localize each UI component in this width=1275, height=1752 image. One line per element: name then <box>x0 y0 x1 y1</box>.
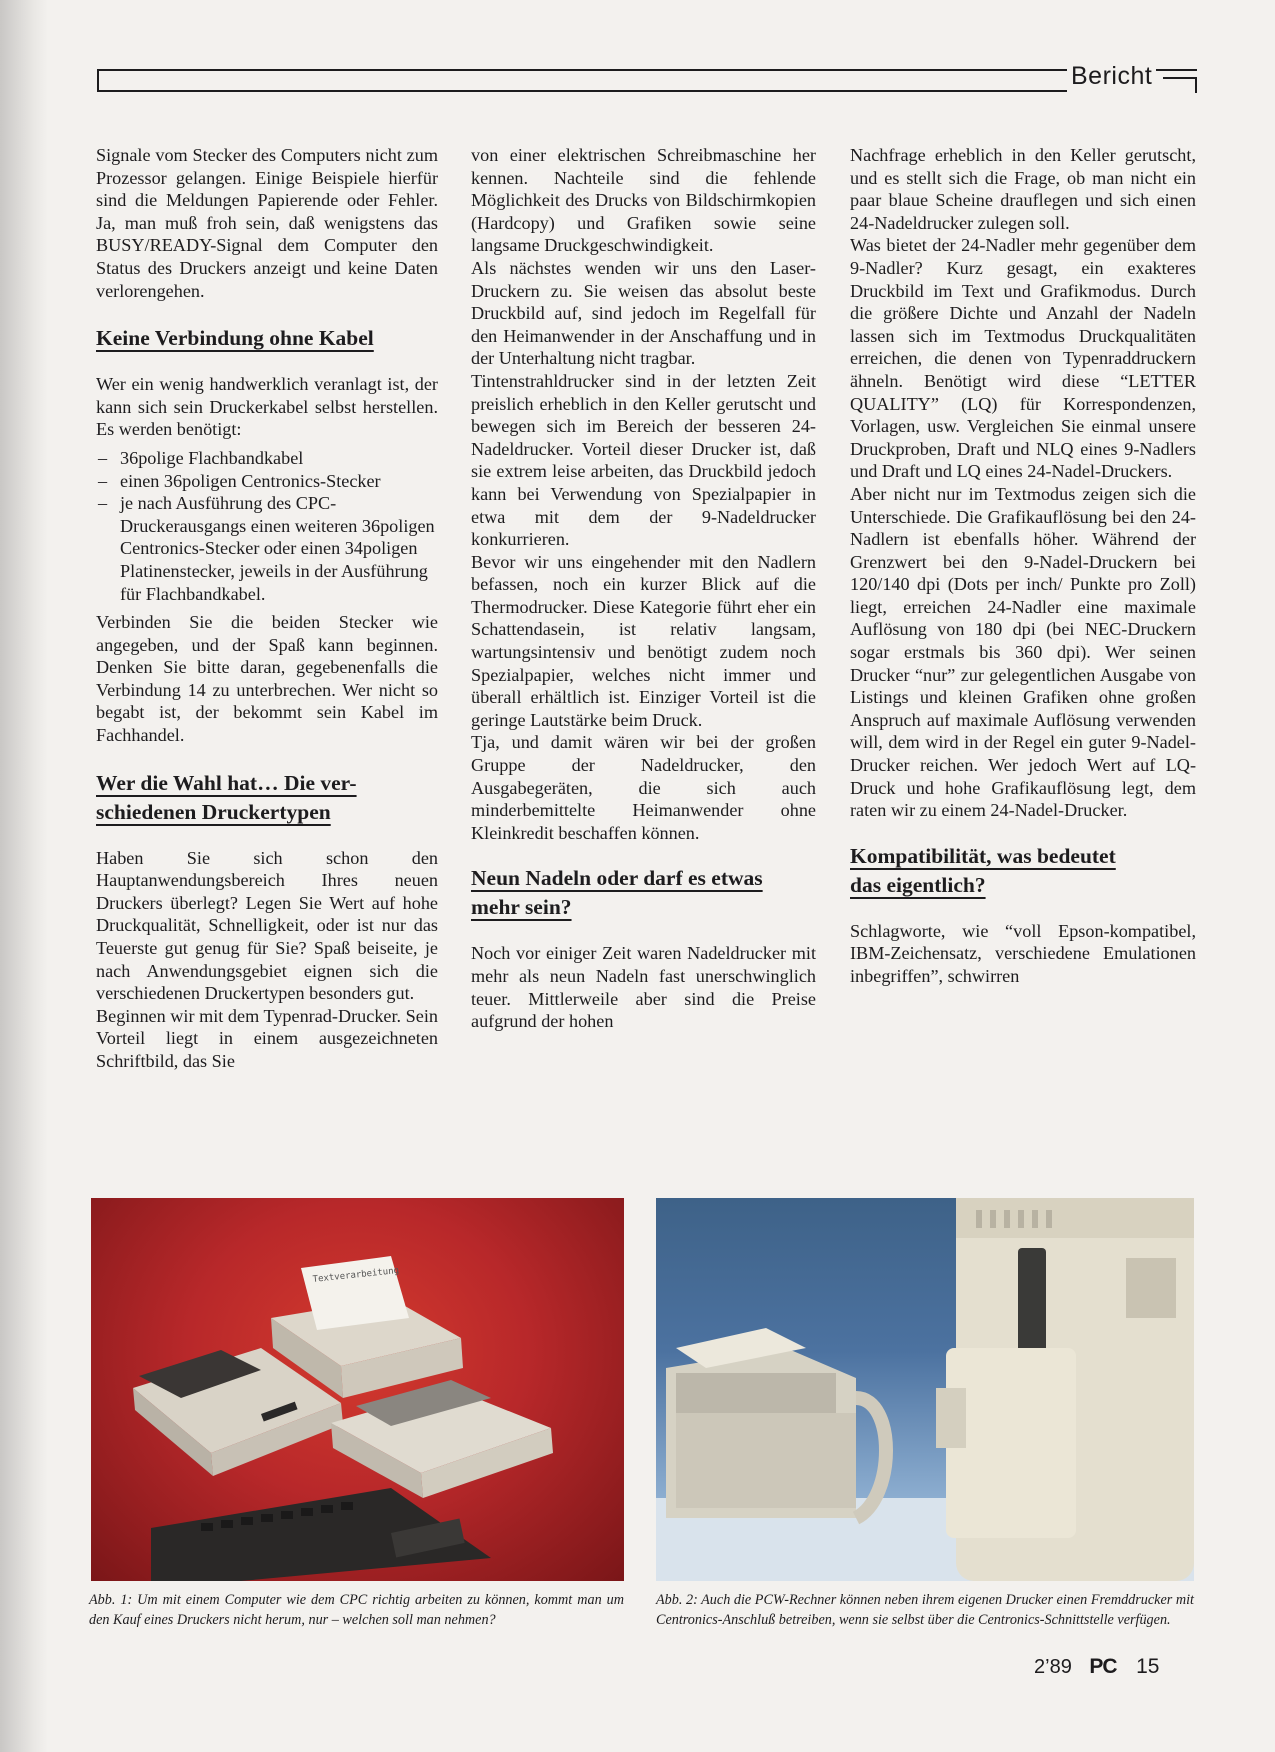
paragraph: Tintenstrahldrucker sind in der letzten Zeit preislich erheblich in den Keller gerutscht und bewegen sich im Bereich der besseren 24-Nadeldrucker. Vorteil dieser Drucker ist, daß sie extrem leise arbeiten, das Druckbild jedoch kann bei Verwendung von Spezialpapier in etwa mit dem der 9-Nadeldrucker konkurrieren. <box>471 370 816 550</box>
page-number: 15 <box>1136 1655 1160 1678</box>
section-label: Bericht <box>1067 62 1156 91</box>
figure-caption-2: Abb. 2: Auch die PCW-Rechner können neben ihrem eigenen Drucker einen Fremddrucker mit Centronics-Anschluß betreiben, wenn sie selbst über die Centronics-Schnittstelle verfügen. <box>656 1592 1194 1628</box>
paragraph: Schlagworte, wie “voll Epson-kompatibel, IBM-Zeichensatz, verschiedene Emulationen inbegriffen”, schwirren <box>850 920 1196 986</box>
page-footer <box>1034 1655 1159 1679</box>
paragraph: Nachfrage erheblich in den Keller gerutscht, und es stellt sich die Frage, ob man nicht ein paar blaue Scheine drauflegen und sich einen 24-Nadeldrucker zulegen soll. <box>850 145 1196 233</box>
paragraph: Aber nicht nur im Textmodus zeigen sich die Unterschiede. Die Grafikauflösung bei den 24-Nadlern ist ebenfalls höher. Während der Grenzwert bei den 9-Nadel-Druckern bei 120/140 dpi (Dots per inch/ Punkte pro Zoll) liegt, erreichen 24-Nadler eine maximale Auflösung von 180 dpi (bei NEC-Druckern sogar erstmals bis 360 dpi). Wer seinen Drucker “nur” zur gelegentlichen Ausgabe von Listings und kleinen Grafiken ohne großen Anspruch auf maximale Auflösung verwenden will, dem wird in der Regel ein guter 9-Nadel-Drucker reichen. Wer jedoch Wert auf LQ-Druck und hohe Grafikauflösung legt, dem raten wir zu einem 24-Nadel-Drucker. <box>850 483 1196 821</box>
paragraph: Wer ein wenig handwerklich veranlagt ist, der kann sich sein Druckerkabel selbst herstellen. Es werden benötigt: <box>96 374 438 440</box>
magazine-logo: PC <box>1089 1655 1117 1678</box>
issue-date: 2’89 <box>1034 1656 1072 1678</box>
section-heading: Wer die Wahl hat… Die ver- schiedenen Druckertypen <box>96 770 357 824</box>
list-item: – 36polige Flachbandkabel <box>96 447 438 470</box>
paper-text: Textverarbeitung <box>312 1265 400 1285</box>
header-rule <box>97 69 1197 93</box>
photo-printers-red-background <box>91 1198 624 1581</box>
paragraph: Was bietet der 24-Nadler mehr gegenüber dem 9-Nadler? Kurz gesagt, ein exakteres Druckbild im Text und Grafikmodus. Durch die größere Dichte und Anzahl der Nadeln lassen sich im Textmodus Druckqualitäten erreichen, die denen von Typenraddruckern ähneln. Benötigt wird diese “LETTER QUALITY” (LQ) für Korrespondenzen, Vorlagen, usw. Vergleichen Sie einmal unsere Druckproben, Draft und NLQ eines 9-Nadlers und Draft und LQ eines 24-Nadel-Druckers. <box>850 235 1196 482</box>
paragraph: Beginnen wir mit dem Typenrad-Drucker. Sein Vorteil liegt in einem ausgezeichneten Schriftbild, das Sie <box>96 1005 438 1071</box>
list-item: – einen 36poligen Centronics-Stecker <box>96 470 438 493</box>
pcw-illustration <box>656 1198 1194 1581</box>
article-column-2 <box>471 144 816 1033</box>
paragraph: Tja, und damit wären wir bei der großen Gruppe der Nadeldrucker, den Ausgabegeräten, die sich auch minderbemittelte Heimanwender ohne Kleinkredit beschaffen können. <box>471 732 816 843</box>
paragraph: Haben Sie sich schon den Hauptanwendungsbereich Ihres neuen Druckers überlegt? Legen Sie Wert auf hohe Druckqualität, Schnelligkeit, oder ist nur das Teuerste gut genug für Sie? Spaß beiseite, je nach Anwendungsgebiet eignen sich die verschiedenen Druckertypen besonders gut. <box>96 847 438 1004</box>
list-item: – je nach Ausführung des CPC-Druckerausgangs einen weiteren 36poligen Centronics-Stecker oder einen 34poligen Platinenstecker, jeweils in der Ausführung für Flachbandkabel. <box>96 492 438 605</box>
figure-caption-1: Abb. 1: Um mit einem Computer wie dem CPC richtig arbeiten zu können, kommt man um den Kauf eines Druckers nicht herum, nur – welchen soll man nehmen? <box>89 1592 624 1628</box>
page-binding-shadow <box>0 0 48 1752</box>
paragraph: Signale vom Stecker des Computers nicht zum Prozessor gelangen. Einige Beispiele hierfür sind die Meldungen Papierende oder Fehler. Ja, man muß froh sein, daß wenigstens das BUSY/READY-Signal dem Computer den Status des Druckers anzeigt und keine Daten verlorengehen. <box>96 145 438 301</box>
section-heading: Keine Verbindung ohne Kabel <box>96 326 374 351</box>
paragraph: Noch vor einiger Zeit waren Nadeldrucker mit mehr als neun Nadeln fast unerschwinglich teuer. Mittlerweile aber sind die Preise aufgrund der hohen <box>471 943 816 1032</box>
paragraph: Als nächstes wenden wir uns den Laser-Druckern zu. Sie weisen das absolut beste Druckbild auf, sind jedoch im Regelfall für den Heimanwender in der Anschaffung und in der Unterhaltung nicht tragbar. <box>471 257 816 369</box>
paragraph: Verbinden Sie die beiden Stecker wie angegeben, und der Spaß kann beginnen. Denken Sie bitte daran, gegebenenfalls die Verbindung 14 zu unterbrechen. Wer nicht so begabt ist, der bekommt sein Kabel im Fachhandel. <box>96 612 438 746</box>
paragraph: von einer elektrischen Schreibmaschine her kennen. Nachteile sind die fehlende Möglichkeit des Drucks von Bildschirmkopien (Hardcopy) und Grafiken sowie seine langsame Druckgeschwindigkeit. <box>471 145 816 256</box>
article-column-1 <box>96 144 438 1073</box>
parts-list <box>96 447 438 605</box>
printer-illustration <box>91 1198 624 1581</box>
section-heading: Kompatibilität, was bedeutet das eigentlich? <box>850 843 1116 897</box>
section-heading: Neun Nadeln oder darf es etwas mehr sein? <box>471 866 763 920</box>
photo-pcw-computer-blue-background <box>656 1198 1194 1581</box>
paragraph: Bevor wir uns eingehender mit den Nadlern befassen, noch ein kurzer Blick auf die Thermodrucker. Diese Kategorie führt eher ein Schattendasein, ist relativ langsam, wartungsintensiv und benötigt zudem noch Spezialpapier, welches nicht immer und überall erhältlich ist. Einziger Vorteil ist die geringe Lautstärke beim Druck. <box>471 551 816 730</box>
article-column-3 <box>850 144 1196 988</box>
